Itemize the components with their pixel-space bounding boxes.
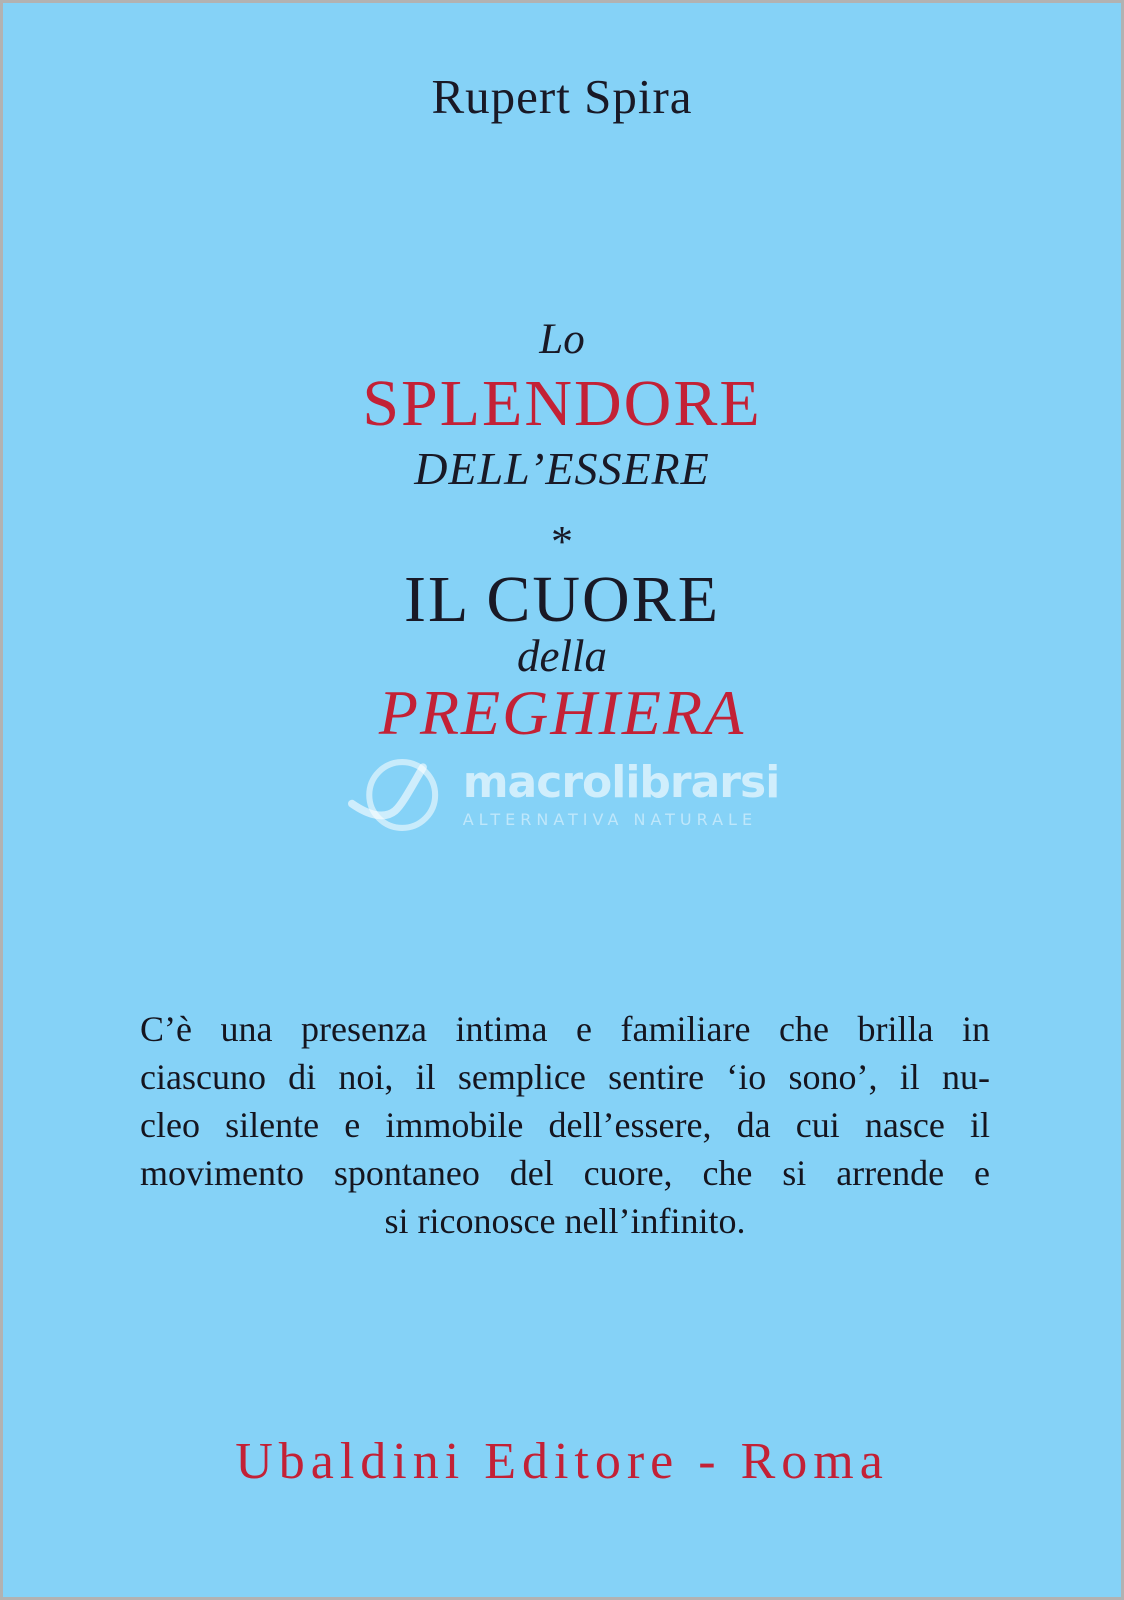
blurb-line: cleo silente e immobile dell’essere, da cui nasce il [140, 1105, 990, 1145]
title-part1-subtitle: DELL’ESSERE [414, 443, 710, 494]
title-separator-asterisk: * [551, 517, 573, 566]
watermark-tagline: ALTERNATIVA NATURALE [462, 810, 758, 829]
title-part2-article: della [517, 631, 607, 681]
publisher-line: Ubaldini Editore - Roma [235, 1433, 889, 1490]
title-part2-main: PREGHIERA [378, 677, 746, 748]
blurb-line: ciascuno di noi, il semplice sentire ‘io sono’, il nu- [140, 1057, 990, 1097]
blurb-line: C’è una presenza intima e familiare che brilla in [140, 1009, 990, 1049]
title-part2: IL CUORE [403, 563, 721, 636]
watermark-brand-name: macrolibrarsi [462, 757, 780, 808]
blurb-line: movimento spontaneo del cuore, che si arrende e [140, 1153, 990, 1193]
macrolibrarsi-watermark [3, 751, 1121, 839]
title-part1: SPLENDORE [362, 367, 762, 440]
watermark-text-block [462, 757, 780, 829]
title-article: Lo [539, 316, 585, 363]
circle-check-logo-icon [345, 751, 449, 839]
back-cover-blurb [140, 1005, 990, 1245]
author-name: Rupert Spira [431, 69, 693, 124]
blurb-line: si riconosce nell’infinito. [384, 1201, 746, 1241]
